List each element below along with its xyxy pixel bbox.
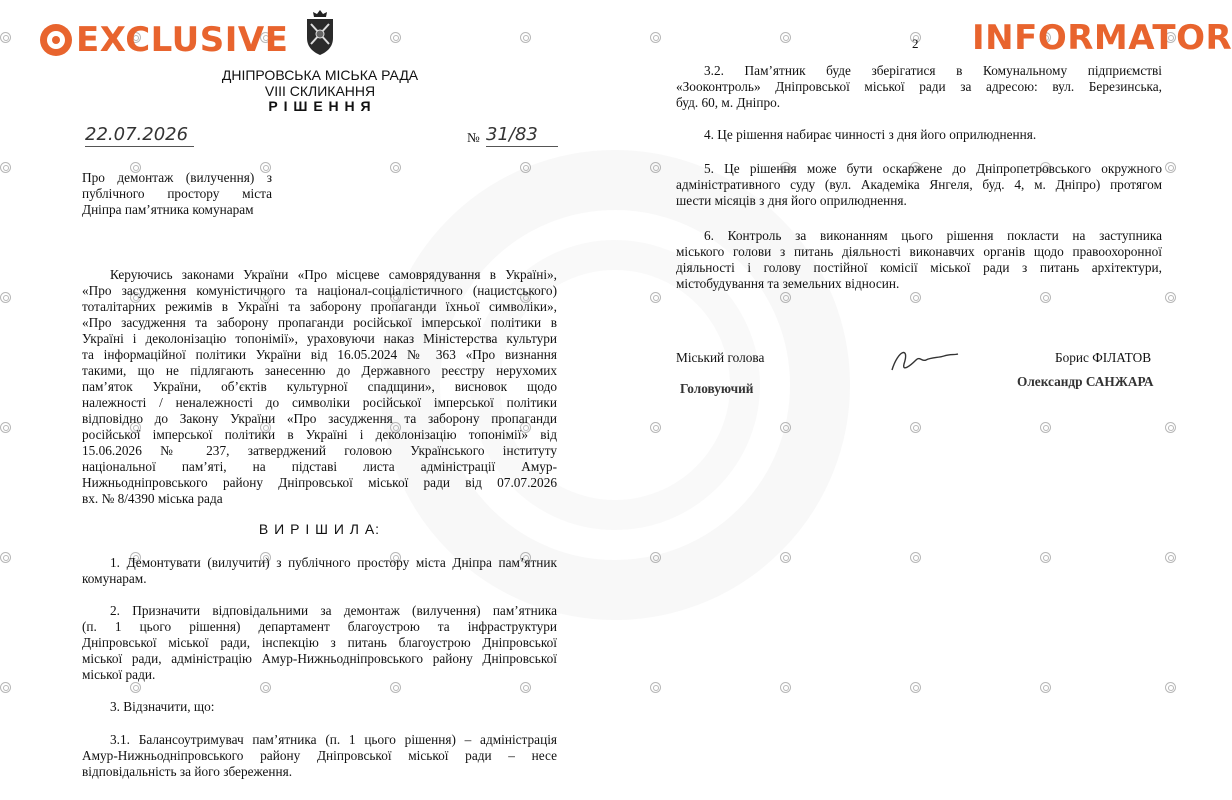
watermark-mark-icon (1165, 552, 1176, 563)
item-line: 3.1. Балансоутримувач пам’ятника (п. 1 цього рішення) – адміністрація (110, 732, 557, 747)
item-line: міської ради. (82, 667, 156, 682)
decision-number: 31/83 (486, 124, 558, 147)
preamble-line: тоталітарних режимів в Україні та заборону пропаганди їхньої символіки», (82, 299, 557, 314)
item-line: відповідальність за його збереження. (82, 764, 293, 779)
watermark-mark-icon (0, 162, 11, 173)
watermark-mark-icon (780, 292, 791, 303)
watermark-mark-icon (0, 552, 11, 563)
convocation: VIII СКЛИКАННЯ (264, 83, 376, 99)
watermark-mark-icon (130, 682, 141, 693)
item-line: містобудування та земельних відносин. (676, 276, 900, 291)
watermark-mark-icon (1165, 422, 1176, 433)
item-line: «Зооконтроль» Дніпровської міської ради за адресою: вул. Березинська, (676, 79, 1162, 94)
watermark-mark-icon (650, 552, 661, 563)
item-line: міського голови з питань діяльності виконавчих органів щодо правоохоронної (676, 244, 1162, 259)
decision-date: 22.07.2026 (85, 124, 194, 147)
watermark-mark-icon (650, 162, 661, 173)
mayor-signature (888, 340, 960, 380)
chair-name: Олександр САНЖАРА (1017, 374, 1154, 389)
page-number: 2 (912, 36, 919, 51)
item-line: адміністративного суду (вул. Академіка Янгеля, буд. 4, м. Дніпро) протягом (676, 177, 1162, 192)
preamble-line: Нижньодніпровського району Дніпровської міської ради від 07.07.2026 (82, 475, 557, 490)
item-1 (82, 555, 557, 587)
watermark-mark-icon (780, 32, 791, 43)
chair-title: Головуючий (680, 381, 754, 396)
item-line: 3.2. Пам’ятник буде зберігатися в Комунальному підприємстві (704, 63, 1162, 78)
preamble-line: вх. № 8/4390 міська рада (82, 491, 223, 506)
item-line: буд. 60, м. Дніпро. (676, 95, 781, 110)
informator-logo: INFORMATOR (972, 18, 1232, 58)
dnipro-coat-of-arms-icon (300, 8, 340, 56)
item-4: 4. Це рішення набирає чинності з дня його оприлюднення. (704, 127, 1037, 142)
exclusive-logo (40, 18, 288, 62)
item-line: шести місяців з дня його оприлюднення. (676, 193, 907, 208)
watermark-mark-icon (520, 32, 531, 43)
item-line: комунарам. (82, 571, 147, 586)
preamble-line: належності / неналежності до символіки російської імперської політики (82, 395, 557, 410)
watermark-mark-icon (0, 32, 11, 43)
watermark-mark-icon (390, 682, 401, 693)
watermark-mark-icon (910, 422, 921, 433)
preamble-line: відповідно до Закону України «Про засудження та заборону пропаганди (82, 411, 557, 426)
eye-icon (40, 24, 72, 56)
item-3: 3. Відзначити, що: (110, 699, 215, 714)
number-prefix: № (467, 130, 480, 145)
watermark-mark-icon (390, 32, 401, 43)
item-line: міської ради, адміністрацію Амур-Нижньодніпровського району Дніпровської (82, 651, 557, 666)
watermark-mark-icon (0, 292, 11, 303)
exclusive-logo-text: EXCLUSIVE (76, 20, 289, 60)
item-3-2 (676, 63, 1162, 111)
item-3-1 (82, 732, 557, 780)
watermark-mark-icon (780, 552, 791, 563)
document-type: Р І Ш Е Н Н Я (268, 98, 372, 114)
watermark-mark-icon (780, 422, 791, 433)
item-line: 6. Контроль за виконанням цього рішення покласти на заступника (704, 228, 1162, 243)
preamble-line: такими, що не підлягають занесенню до Державного реєстру нерухомих (82, 363, 557, 378)
resolved-heading: В И Р І Ш И Л А: (258, 521, 381, 537)
watermark-mark-icon (1165, 292, 1176, 303)
item-line: 5. Це рішення може бути оскаржене до Дніпропетровського окружного (704, 161, 1162, 176)
watermark-mark-icon (910, 682, 921, 693)
preamble-line: російської імперської політики в Україні і деколонізацію топонімії» від (82, 427, 557, 442)
subject-line: публічного простору міста (82, 186, 272, 201)
item-line: 1. Демонтувати (вилучити) з публічного простору міста Дніпра пам’ятник (110, 555, 557, 570)
watermark-mark-icon (650, 682, 661, 693)
preamble-line: та інформаційної політики України від 16.05.2024 № 363 «Про визнання (82, 347, 557, 362)
watermark-mark-icon (650, 32, 661, 43)
watermark-mark-icon (910, 292, 921, 303)
preamble-line: 15.06.2026 № 237, затверджений головою Українського інституту (82, 443, 557, 458)
item-line: Дніпровської міської ради, інспекцію з питань благоустрою Дніпровської (82, 635, 557, 650)
item-2 (82, 603, 557, 683)
watermark-mark-icon (1040, 682, 1051, 693)
watermark-mark-icon (650, 292, 661, 303)
decision-subject (82, 170, 272, 218)
subject-line: Дніпра пам’ятника комунарам (82, 202, 254, 217)
subject-line: Про демонтаж (вилучення) з (82, 170, 272, 185)
item-line: (п. 1 цього рішення) департамент благоустрою та інфраструктури (82, 619, 557, 634)
item-5 (676, 161, 1162, 209)
watermark-mark-icon (520, 162, 531, 173)
watermark-mark-icon (390, 162, 401, 173)
preamble-line: Україні і деколонізацію топонімії», ураховуючи наказ Міністерства культури (82, 331, 557, 346)
watermark-mark-icon (910, 552, 921, 563)
watermark-mark-icon (0, 682, 11, 693)
preamble-line: пам’яток України, об’єктів культурної спадщини», висновок щодо (82, 379, 557, 394)
watermark-mark-icon (0, 422, 11, 433)
watermark-mark-icon (1165, 682, 1176, 693)
watermark-mark-icon (1165, 162, 1176, 173)
item-line: діяльності і голову постійної комісії міської ради з питань архітектури, (676, 260, 1162, 275)
preamble-line: «Про засудження комуністичного та націонал-соціалістичного (нацистського) (82, 283, 557, 298)
watermark-mark-icon (650, 422, 661, 433)
item-line: 2. Призначити відповідальними за демонтаж (вилучення) пам’ятника (110, 603, 557, 618)
mayor-title: Міський голова (676, 350, 765, 365)
item-line: Амур-Нижньодніпровського району Дніпровської міської ради – несе (82, 748, 557, 763)
watermark-mark-icon (1040, 552, 1051, 563)
preamble-line: національної пам’яті, на підставі листа адміністрації Амур- (82, 459, 557, 474)
mayor-name: Борис ФІЛАТОВ (1055, 350, 1152, 365)
watermark-mark-icon (1040, 422, 1051, 433)
watermark-mark-icon (260, 682, 271, 693)
watermark-mark-icon (1040, 292, 1051, 303)
watermark-mark-icon (520, 682, 531, 693)
council-name: ДНІПРОВСЬКА МІСЬКА РАДА (221, 67, 419, 83)
preamble-line: Керуючись законами України «Про місцеве самоврядування в Україні», (110, 267, 557, 282)
preamble-line: «Про засудження та заборону пропаганди російської імперської політики в (82, 315, 557, 330)
preamble (82, 267, 557, 507)
item-6 (676, 228, 1162, 292)
watermark-mark-icon (780, 682, 791, 693)
